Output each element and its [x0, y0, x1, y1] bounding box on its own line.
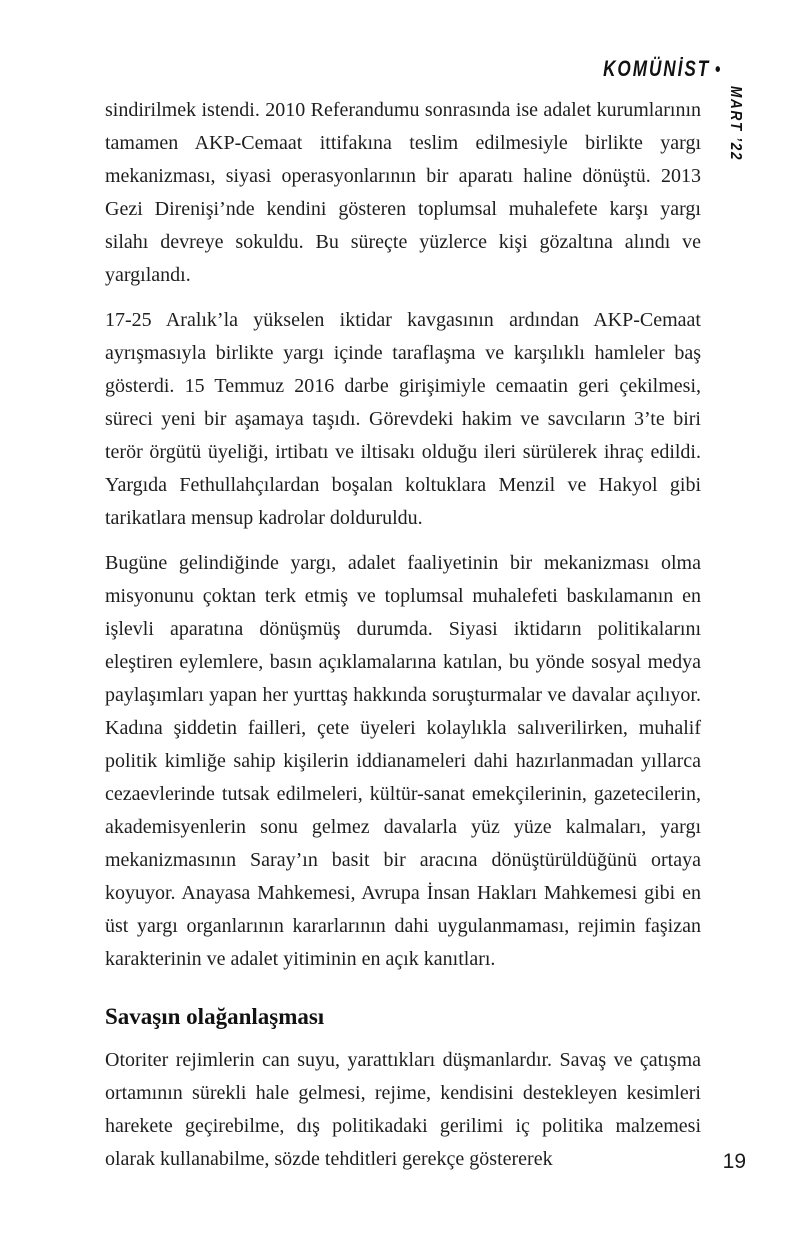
magazine-title: KOMÜNİST	[602, 56, 710, 81]
paragraph: Bugüne gelindiğinde yargı, adalet faaliyetinin bir mekanizması olma misyonunu çoktan terk etmiş ve toplumsal muhalefeti baskılamanın en işlevli aparatına dönüşmüş durumda. Siyasi iktidarın politikalarını eleştiren eylemlere, basın açıklamalarına katılan, bu yönde sosyal medya paylaşımları yapan her yurttaş hakkında soruşturmalar ve davalar açılıyor. Kadına şiddetin failleri, çete üyeleri kolaylıkla salıverilirken, muhalif politik kimliğe sahip kişilerin iddianameleri dahi hazırlanmadan yıllarca cezaevlerinde tutsak edilmeleri, kültür-sanat emekçilerinin, gazetecilerin, akademisyenlerin sonu gelmez davalarla yüz yüze kalmaları, yargı mekanizmasının Saray’ın basit bir aracına dönüştürüldüğünü ortaya koyuyor. Anayasa Mahkemesi, Avrupa İnsan Hakları Mahkemesi gibi en üst yargı organlarının kararlarının dahi uygulanmaması, rejimin faşizan karakterinin ve adalet yitiminin en açık kanıtları.	[105, 552, 701, 970]
section-heading: Savaşın olağanlaşması	[105, 1004, 325, 1029]
issue-date-vertical: MART ’22	[727, 86, 744, 162]
paragraph: sindirilmek istendi. 2010 Referandumu sonrasında ise adalet kurumlarının tamamen AKP-Cemaat ittifakına teslim edilmesiyle birlikte yargı mekanizması, siyasi operasyonlarının bir aparatı haline dönüştü. 2013 Gezi Direnişi’nde kendini gösteren toplumsal muhalefete karşı yargı silahı devreye sokuldu. Bu süreçte yüzlerce kişi gözaltına alındı ve yargılandı.	[105, 99, 701, 286]
paragraph: 17-25 Aralık’la yükselen iktidar kavgasının ardından AKP-Cemaat ayrışmasıyla birlikte yargı içinde taraflaşma ve karşılıklı hamleler baş gösterdi. 15 Temmuz 2016 darbe girişimiyle cemaatin geri çekilmesi, süreci yeni bir aşamaya taşıdı. Görevdeki hakim ve savcıların 3’te biri terör örgütü üyeliği, irtibatı ve iltisakı olduğu ileri sürülerek ihraç edildi. Yargıda Fethullahçılardan boşalan koltuklara Menzil ve Hakyol gibi tarikatlara mensup kadrolar dolduruldu.	[105, 309, 701, 529]
article-body	[105, 94, 701, 1188]
header-bullet: •	[714, 59, 720, 81]
page-number: 19	[722, 1150, 746, 1173]
magazine-title-header	[603, 56, 720, 82]
paragraph: Otoriter rejimlerin can suyu, yarattıkları düşmanlardır. Savaş ve çatışma ortamının sürekli hale gelmesi, rejime, kendisini destekleyen kesimleri harekete geçirebilme, dış politikadaki gerilimi iç politika malzemesi olarak kullanabilme, sözde tehditleri gerekçe göstererek	[105, 1049, 701, 1170]
